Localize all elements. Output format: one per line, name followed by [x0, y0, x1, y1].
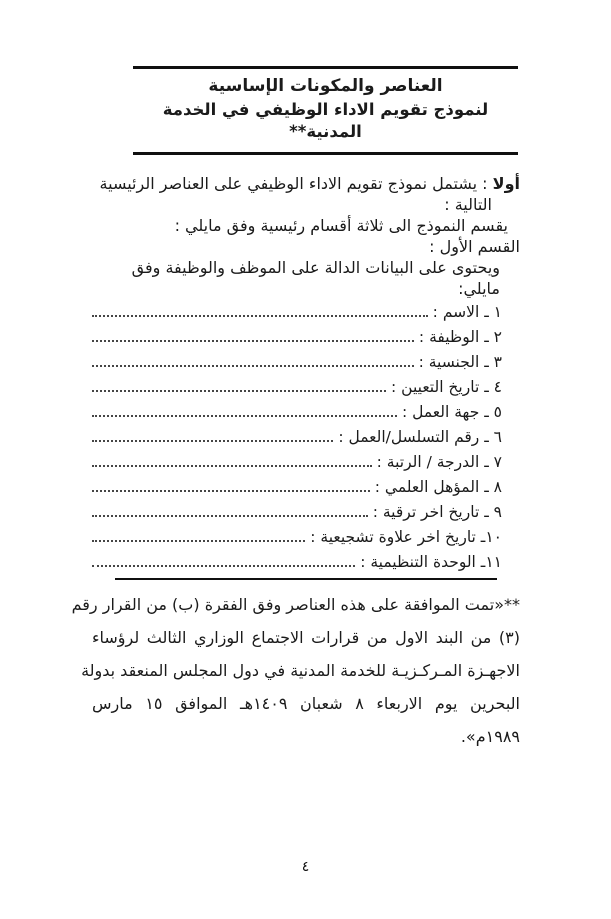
form-field-row	[90, 549, 502, 574]
footnote-line: (٣) من البند الاول من قرارات الاجتماع الوزاري الثالث لرؤساء	[92, 628, 520, 647]
dotted-answer-line	[92, 506, 368, 517]
form-field-label: ٦ ـ رقم التسلسل/العمل :	[338, 427, 502, 446]
form-field-label: ٧ ـ الدرجة / الرتبة :	[376, 452, 502, 471]
dotted-answer-line	[92, 381, 386, 392]
form-field-row	[90, 474, 502, 499]
form-field-row	[90, 424, 502, 449]
footnote-separator-line	[115, 578, 497, 580]
footnote-line: ١٩٨٩م».	[460, 727, 520, 746]
dotted-answer-line	[92, 331, 414, 342]
footnote	[71, 588, 520, 753]
dotted-answer-line	[92, 481, 370, 492]
form-field-row	[90, 399, 502, 424]
page-number: ٤	[301, 859, 310, 875]
form-field-label: ٣ ـ الجنسية :	[418, 352, 502, 371]
form-division-line: يقسم النموذج الى ثلاثة أقسام رئيسية وفق مايلي :	[174, 216, 508, 235]
dotted-answer-line	[92, 431, 333, 442]
form-field-row	[90, 299, 502, 324]
dotted-answer-line	[92, 456, 372, 467]
dotted-answer-line	[92, 556, 355, 567]
footnote-line: **«تمت الموافقة على هذه العناصر وفق الفقرة (ب) من القرار رقم	[71, 595, 520, 614]
dotted-answer-line	[92, 306, 428, 317]
form-field-row	[90, 324, 502, 349]
section-one-description: ويحتوى على البيانات الدالة على الموظف والوظيفة وفق مايلي:	[131, 258, 500, 298]
form-field-row	[90, 374, 502, 399]
dotted-answer-line	[92, 356, 414, 367]
document-body	[90, 173, 520, 574]
document-title-line-2: لنموذج تقويم الاداء الوظيفي في الخدمة المدنية**	[162, 100, 489, 141]
form-field-label: ٩ ـ تاريخ اخر ترقية :	[372, 502, 502, 521]
section-one-heading: القسم الأول :	[429, 237, 520, 256]
form-field-label: ١٠ـ تاريخ اخر علاوة تشجيعية :	[310, 527, 502, 546]
form-field-row	[90, 349, 502, 374]
form-field-label: ٤ ـ تاريخ التعيين :	[391, 377, 502, 396]
form-field-label: ١١ـ الوحدة التنظيمية :	[360, 552, 502, 571]
footnote-line: البحرين يوم الاربعاء ٨ شعبان ١٤٠٩هـ الموافق ١٥ مارس	[92, 694, 520, 713]
dotted-answer-line	[92, 531, 305, 542]
form-fields-list	[90, 299, 520, 574]
intro-first-rest: : يشتمل نموذج تقويم الاداء الوظيفي على العناصر الرئيسية	[99, 174, 493, 193]
intro-first-sentence	[90, 173, 520, 194]
form-field-label: ٨ ـ المؤهل العلمي :	[374, 477, 502, 496]
footnote-line: الاجهـزة المـركـزيـة للخدمة المدنية في دول المجلس المنعقد بدولة	[81, 661, 520, 680]
form-field-row	[90, 524, 502, 549]
document-title-box	[133, 66, 518, 155]
form-field-row	[90, 449, 502, 474]
form-field-label: ١ ـ الاسم :	[432, 302, 502, 321]
intro-first-word: أولا	[492, 174, 520, 193]
document-title-line-1: العناصر والمكونات الإساسية	[208, 76, 443, 96]
dotted-answer-line	[92, 406, 397, 417]
form-field-row	[90, 499, 502, 524]
form-field-label: ٥ ـ جهة العمل :	[401, 402, 502, 421]
form-field-label: ٢ ـ الوظيفة :	[418, 327, 502, 346]
intro-continuation-line: التالية :	[444, 195, 492, 214]
